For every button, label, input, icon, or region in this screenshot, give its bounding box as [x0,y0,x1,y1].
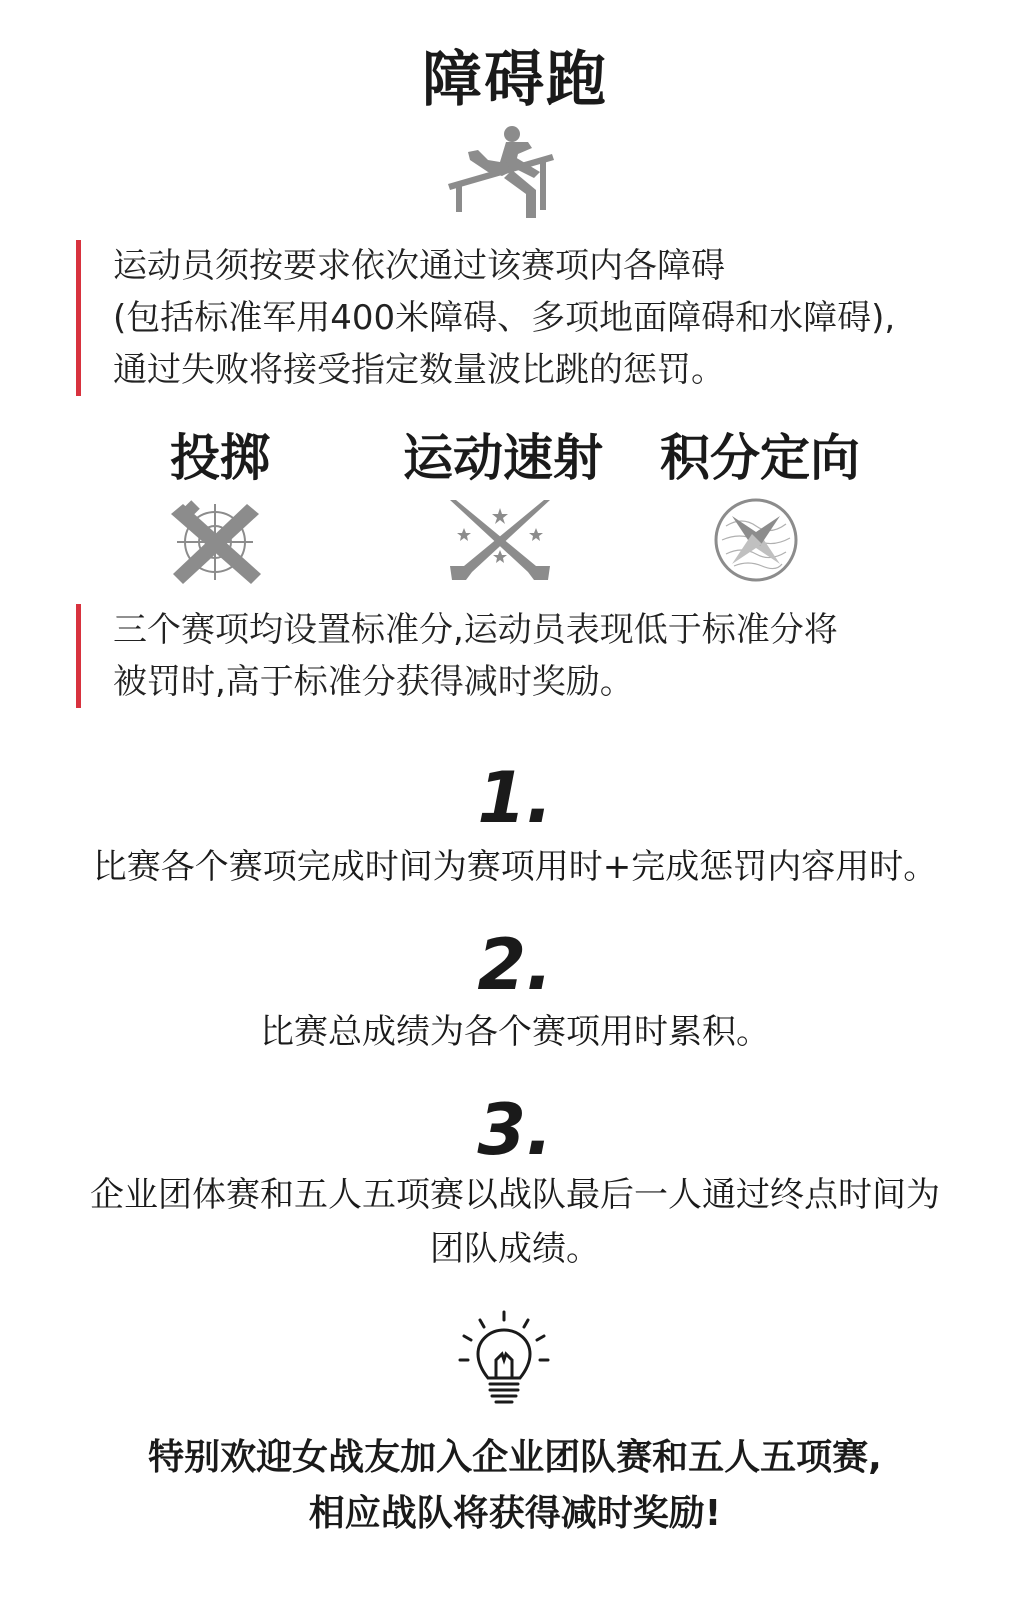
obstacle-description [76,240,1013,396]
special-note [0,1430,1030,1542]
rule-number: 2. [477,924,553,1006]
note-line: 相应战队将获得减时奖励! [308,1493,722,1534]
rule-number: 1. [477,757,553,839]
lightbulb-icon [458,1310,550,1410]
events-desc-line: 三个赛项均设置标准分,运动员表现低于标准分将 [113,610,838,650]
rule-line: 比赛各个赛项完成时间为赛项用时+完成惩罚内容用时。 [92,847,938,887]
hurdle-runner-icon [448,120,560,225]
note-line: 特别欢迎女战友加入企业团队赛和五人五项赛, [148,1437,882,1478]
obstacle-desc-line: (包括标准军用400米障碍、多项地面障碍和水障碍), [113,298,896,338]
rule-line: 企业团体赛和五人五项赛以战队最后一人通过终点时间为 [90,1175,940,1215]
crossed-rifles-icon [450,500,550,585]
events-description [76,604,1013,708]
obstacle-title: 障碍跑 [422,45,608,115]
obstacle-desc-line: 通过失败将接受指定数量波比跳的惩罚。 [113,350,725,390]
events-desc-line: 被罚时,高于标准分获得减时奖励。 [113,662,634,702]
obstacle-desc-line: 运动员须按要求依次通过该赛项内各障碍 [113,246,725,286]
event-title-orienteering: 积分定向 [660,429,860,487]
rule-number: 3. [477,1089,553,1171]
grenade-target-icon [167,500,267,585]
compass-icon [712,496,800,584]
event-title-throwing: 投掷 [170,429,270,487]
rule-line: 团队成绩。 [430,1229,600,1269]
rule-line: 比赛总成绩为各个赛项用时累积。 [260,1012,770,1052]
event-title-shooting: 运动速射 [403,429,603,487]
rule-text [0,1005,1030,1059]
rule-text [0,840,1030,894]
rule-text [0,1168,1030,1276]
